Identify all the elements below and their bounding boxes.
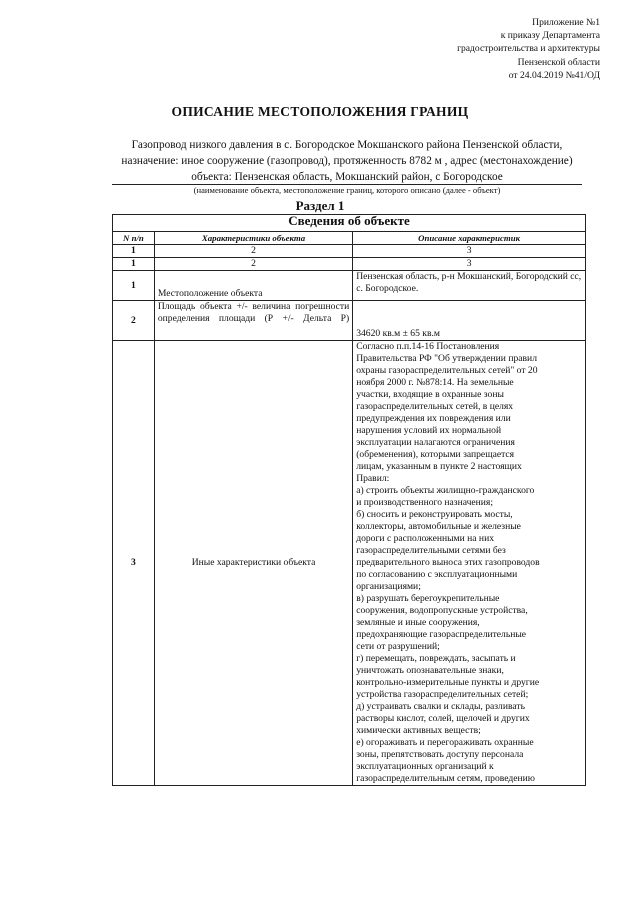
description-line: растворы кислот, солей, щелочей и других <box>356 713 530 724</box>
annex-line: к приказу Департамента <box>500 30 600 42</box>
description-line: и производственного назначения; <box>356 497 494 508</box>
description-line: Правил: <box>356 473 390 484</box>
row-characteristic: Местоположение объекта <box>154 271 352 301</box>
index-cell: 2 <box>154 258 352 271</box>
row-number: 1 <box>113 271 155 301</box>
object-info-table <box>112 214 586 786</box>
description-line: г) перемещать, повреждать, засыпать и <box>356 653 516 664</box>
description-line: охраны газораспределительных сетей" от 20 <box>356 365 538 376</box>
description-line: в) разрушать берегоукрепительные <box>356 593 500 604</box>
description-line: газораспределительными сетями без <box>356 545 506 556</box>
row-characteristic: Иные характеристики объекта <box>154 341 352 786</box>
section-title: Раздел 1 <box>295 198 345 213</box>
row-number: 3 <box>113 341 155 786</box>
annex-line: Приложение №1 <box>532 17 600 28</box>
description-line: газораспределительных сетей, в целях <box>356 401 514 412</box>
description-line: коллекторы, автомобильные и железные <box>356 521 521 532</box>
description-line: земляные и иные сооружения, <box>356 617 480 628</box>
description-line: предохраняющие газораспределительные <box>356 629 527 640</box>
table-caption: Сведения об объекте <box>113 215 586 232</box>
description-line: ноября 2000 г. №878:14. На земельные <box>356 377 514 388</box>
description-line: б) сносить и реконструировать мосты, <box>356 509 513 520</box>
description-line: сооружения, водопропускные устройства, <box>356 605 528 616</box>
table-header-row <box>113 232 586 245</box>
row-number: 2 <box>113 301 155 341</box>
description-line: зоны, препятствовать доступу персонала <box>356 749 524 760</box>
description-line: а) строить объекты жилищно-гражданского <box>356 485 535 496</box>
description-line: д) устраивать свалки и склады, разливать <box>356 701 525 712</box>
description-line: химически активных веществ; <box>356 725 481 736</box>
column-header-number: N п/п <box>113 232 155 245</box>
table-caption-row <box>113 215 586 232</box>
index-cell: 2 <box>154 245 352 258</box>
index-cell: 1 <box>113 245 155 258</box>
description-line: (обременения), которыми запрещается <box>356 449 515 460</box>
row-characteristic: Площадь объекта +/- величина погрешности определения площади (Р +/- Дельта Р) <box>154 301 352 341</box>
description-line: устройства газораспределительных сетей; <box>356 689 529 700</box>
description-line: лицам, указанным в пункте 2 настоящих <box>356 461 522 472</box>
row-description: 34620 кв.м ± 65 кв.м <box>353 301 586 341</box>
table-row <box>113 301 586 341</box>
description-line: эксплуатации налагаются ограничения <box>356 437 515 448</box>
index-cell: 3 <box>353 245 586 258</box>
table-row <box>113 271 586 301</box>
description-line: сети от разрушений; <box>356 641 440 652</box>
description-line: по согласованию с эксплуатационными <box>356 569 518 580</box>
index-cell: 1 <box>113 258 155 271</box>
description-line: эксплуатационных организаций к <box>356 761 494 772</box>
description-line: контрольно-измерительные пункты и другие <box>356 677 540 688</box>
index-row <box>113 245 586 258</box>
description-line: предупреждения их повреждения или <box>356 413 511 424</box>
object-caption: (наименование объекта, местоположение границ, которого описано (далее - объект) <box>193 185 501 195</box>
annex-line: Пензенской области <box>517 56 600 68</box>
description-line: газораспределительным сетям, проведению <box>356 773 535 784</box>
document-title: ОПИСАНИЕ МЕСТОПОЛОЖЕНИЯ ГРАНИЦ <box>171 104 469 119</box>
description-line: участки, входящие в охранные зоны <box>356 389 504 400</box>
index-row <box>113 258 586 271</box>
description-line: дороги с расположенными на них <box>356 533 494 544</box>
description-line: уничтожать опознавательные знаки, <box>356 665 504 676</box>
description-line: предварительного выноса этих газопроводов <box>356 557 540 568</box>
column-header-characteristic: Характеристики объекта <box>154 232 352 245</box>
annex-line: от 24.04.2019 №41/ОД <box>508 69 600 81</box>
description-line: Правительства РФ "Об утверждении правил <box>356 353 537 364</box>
description-line: организациями; <box>356 581 421 592</box>
row-description <box>353 341 586 786</box>
annex-header <box>340 16 600 82</box>
index-cell: 3 <box>353 258 586 271</box>
table-row <box>113 341 586 786</box>
column-header-description: Описание характеристик <box>353 232 586 245</box>
object-description: Газопровод низкого давления в с. Богородское Мокшанского района Пензенской области, назначение: иное сооружение (газопровод), протяженность 8782 м , адрес (местонахождение) объекта: Пензенская область, Мокшанский район, с Богородское <box>121 139 573 183</box>
annex-line: градостроительства и архитектуры <box>457 43 600 55</box>
row-description: Пензенская область, р-н Мокшанский, Богородский сс, с. Богородское. <box>353 271 586 301</box>
description-line: Согласно п.п.14-16 Постановления <box>356 341 500 352</box>
description-line: нарушения условий их нормальной <box>356 425 502 436</box>
description-line: е) огораживать и перегораживать охранные <box>356 737 534 748</box>
